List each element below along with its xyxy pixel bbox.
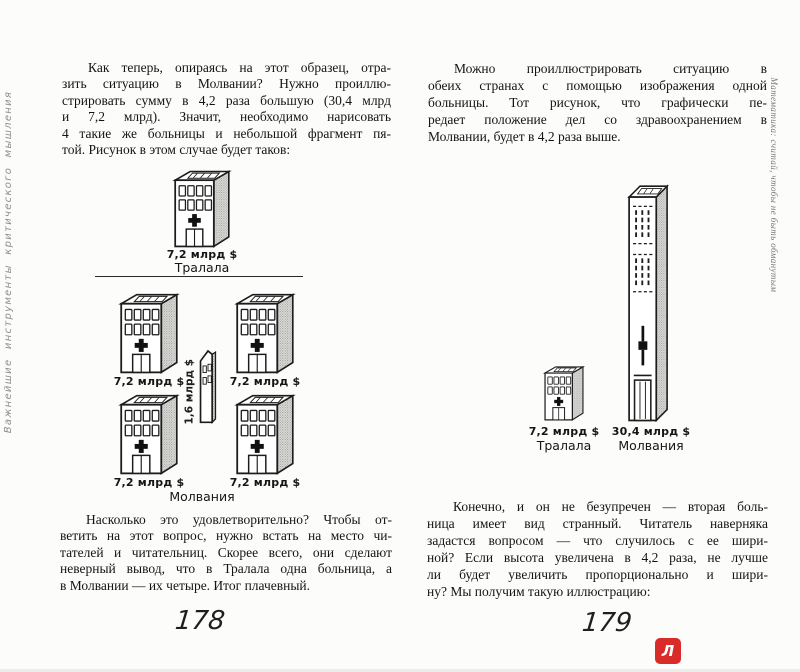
figure-divider-line	[95, 276, 303, 277]
hospital-illustration-molvania-4	[233, 390, 297, 475]
figure-amount-label: 7,2 млрд $	[166, 248, 238, 261]
text-line: Насколько это удовлетворительно? Чтобы от-	[86, 512, 392, 527]
figure-country-label: Молвания	[618, 438, 684, 453]
labirint-letter: Л	[661, 641, 675, 660]
figure-amount-label: 7,2 млрд $	[528, 425, 600, 438]
text-line: обеих странах с помощью изображения одной	[428, 78, 767, 93]
text-line: той. Рисунок в этом случае будет таков:	[62, 142, 291, 158]
left-margin-handwritten-note: Важнейшие инструменты критического мышления	[3, 90, 14, 434]
figure-country-label: Тралала	[536, 438, 592, 453]
right-page-top-paragraph	[428, 60, 767, 145]
text-line: ветить на этот вопрос, нужно встать на место чи-	[60, 528, 392, 544]
labirint-watermark-logo	[655, 638, 681, 664]
page-number-right: 179	[580, 608, 634, 638]
text-line: тателей и читательниц. Скорее всего, они сделают	[60, 544, 392, 560]
hospital-illustration-molvania-1	[117, 289, 181, 374]
figure-amount-label: 7,2 млрд $	[229, 375, 301, 388]
text-line: редает положение дел со здравоохранением в	[428, 112, 767, 127]
text-line: 4 такие же больницы и небольшой фрагмент пя-	[62, 125, 391, 141]
right-page-bottom-paragraph	[427, 498, 768, 600]
hospital-illustration-tall-molvania	[625, 180, 672, 422]
text-line: в Молвании — их четыре. Итог плачевный.	[60, 577, 311, 593]
text-line: Молвании, будет в 4,2 раза выше.	[428, 129, 621, 144]
text-line: зить ситуацию в Молвании? Нужно проиллю-	[62, 76, 391, 92]
text-line: Можно проиллюстрировать ситуацию в	[454, 61, 767, 76]
text-line: задастся вопросом — что случилось с ее шири-	[427, 533, 768, 548]
figure-amount-label: 7,2 млрд $	[113, 476, 185, 489]
hospital-illustration-molvania-3	[117, 390, 181, 475]
hospital-fragment-illustration	[197, 346, 219, 424]
text-line: ной? Если высота увеличена в 4,2 раза, не лучше	[427, 550, 768, 565]
hospital-illustration-tralala	[171, 166, 233, 248]
fragment-amount-label-rotated: 1,6 млрд $	[183, 359, 196, 425]
text-line: Конечно, и он не безупречен — вторая боль-	[453, 499, 768, 514]
text-line: ли будет увеличить пропорционально и шири-	[427, 567, 768, 582]
left-page-top-paragraph	[62, 60, 391, 158]
left-page-bottom-paragraph	[60, 512, 392, 594]
text-line: Как теперь, опираясь на этот образец, отра-	[88, 60, 391, 75]
figure-amount-label: 7,2 млрд $	[113, 375, 185, 388]
hospital-illustration-molvania-2	[233, 289, 297, 374]
text-line: больницы. Тот рисунок, что графически пе-	[428, 95, 767, 110]
figure-amount-label: 30,4 млрд $	[611, 425, 691, 438]
figure-country-caption: Молвания	[169, 489, 235, 504]
text-line: ница имеет вид странный. Читатель наверняка	[427, 516, 768, 531]
text-line: и 7,2 млрд). Значит, необходимо нарисовать	[62, 109, 391, 125]
figure-country-label: Тралала	[174, 260, 230, 275]
right-margin-running-head: Математика: считай, чтобы не быть обманутым	[769, 77, 779, 293]
text-line: стрировать сумму в 4,2 раза большую (30,4 млрд	[62, 92, 391, 108]
figure-amount-label: 7,2 млрд $	[229, 476, 301, 489]
page-number-left: 178	[173, 606, 227, 636]
hospital-illustration-small-tralala	[542, 363, 586, 421]
text-line: неверный вывод, что в Тралала одна больница, а	[60, 561, 392, 577]
text-line: ну? Мы получим такую иллюстрацию:	[427, 584, 651, 599]
